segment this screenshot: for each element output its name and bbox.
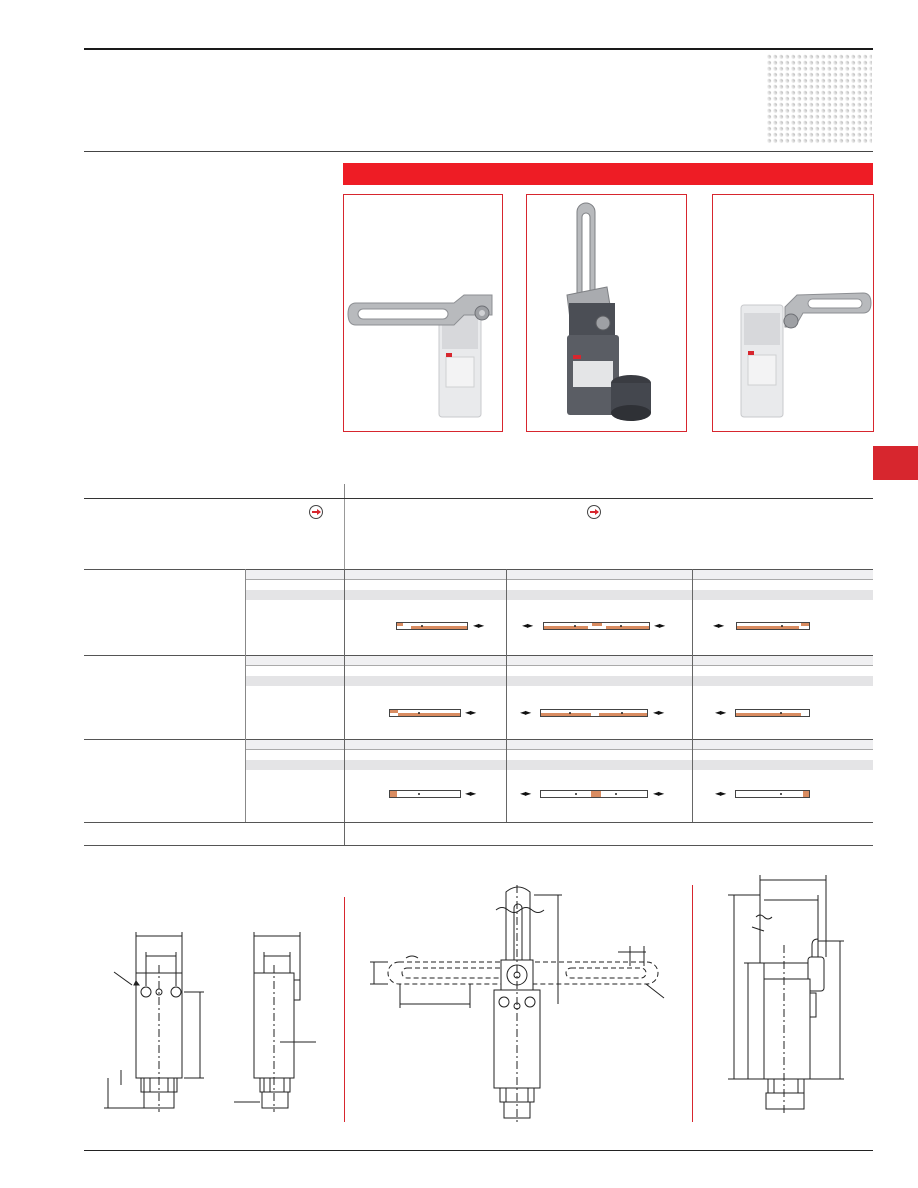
row-1-subrule [245, 579, 873, 580]
travel-arrows: ◄► [473, 621, 484, 630]
travel-arrows: ◄► [520, 789, 531, 798]
top-rule [84, 48, 873, 50]
row-3-subrule [245, 749, 873, 750]
row-2-subrule [245, 665, 873, 666]
table-top-rule [84, 498, 873, 499]
product-photo-1 [343, 194, 503, 432]
contact-bar [735, 790, 810, 798]
drawing-separator-2 [692, 885, 693, 1122]
table-header-divider [344, 484, 345, 498]
travel-arrows: ◄► [715, 789, 726, 798]
label-divider [245, 569, 246, 822]
row-2-subhead-b [245, 676, 873, 686]
halftone-pattern [766, 54, 876, 146]
col-divider-2 [506, 569, 507, 822]
dimension-drawing-lever-short [694, 865, 874, 1125]
contact-bar [389, 790, 461, 798]
table-bottom-rule-1 [84, 822, 873, 823]
contact-bar [389, 709, 461, 717]
travel-arrows: ◄► [715, 708, 726, 717]
product-photo-2 [526, 194, 687, 432]
row-2-subhead [245, 656, 873, 665]
travel-arrows: ◄► [465, 708, 476, 717]
table-col-divider [344, 499, 345, 569]
contact-bar [540, 709, 648, 717]
product-photo-3 [712, 194, 874, 432]
contact-bar [396, 622, 468, 630]
contact-bar [735, 709, 810, 717]
contact-bar [540, 790, 648, 798]
footer-rule [84, 1150, 873, 1151]
travel-arrows: ◄► [713, 621, 724, 630]
red-header-bar [343, 163, 873, 185]
row-3-subhead [245, 740, 873, 749]
forced-opening-icon [309, 505, 323, 519]
col-divider-1 [344, 569, 345, 846]
row-1-subhead-b [245, 590, 873, 600]
contact-bar [543, 622, 650, 630]
travel-arrows: ◄► [654, 621, 665, 630]
travel-arrows: ◄► [520, 708, 531, 717]
travel-arrows: ◄► [522, 621, 533, 630]
dimension-drawing-body [84, 880, 344, 1140]
table-bottom-rule-2 [84, 845, 873, 846]
col-divider-3 [692, 569, 693, 822]
travel-arrows: ◄► [653, 708, 664, 717]
contact-bar [736, 622, 810, 630]
travel-arrows: ◄► [653, 789, 664, 798]
row-1-subhead [245, 570, 873, 579]
forced-opening-icon [587, 505, 601, 519]
header-rule [84, 151, 873, 152]
travel-arrows: ◄► [465, 789, 476, 798]
section-tab [873, 446, 918, 480]
drawing-separator-1 [344, 897, 345, 1122]
dimension-drawing-lever-long [346, 880, 686, 1140]
row-3-subhead-b [245, 760, 873, 770]
